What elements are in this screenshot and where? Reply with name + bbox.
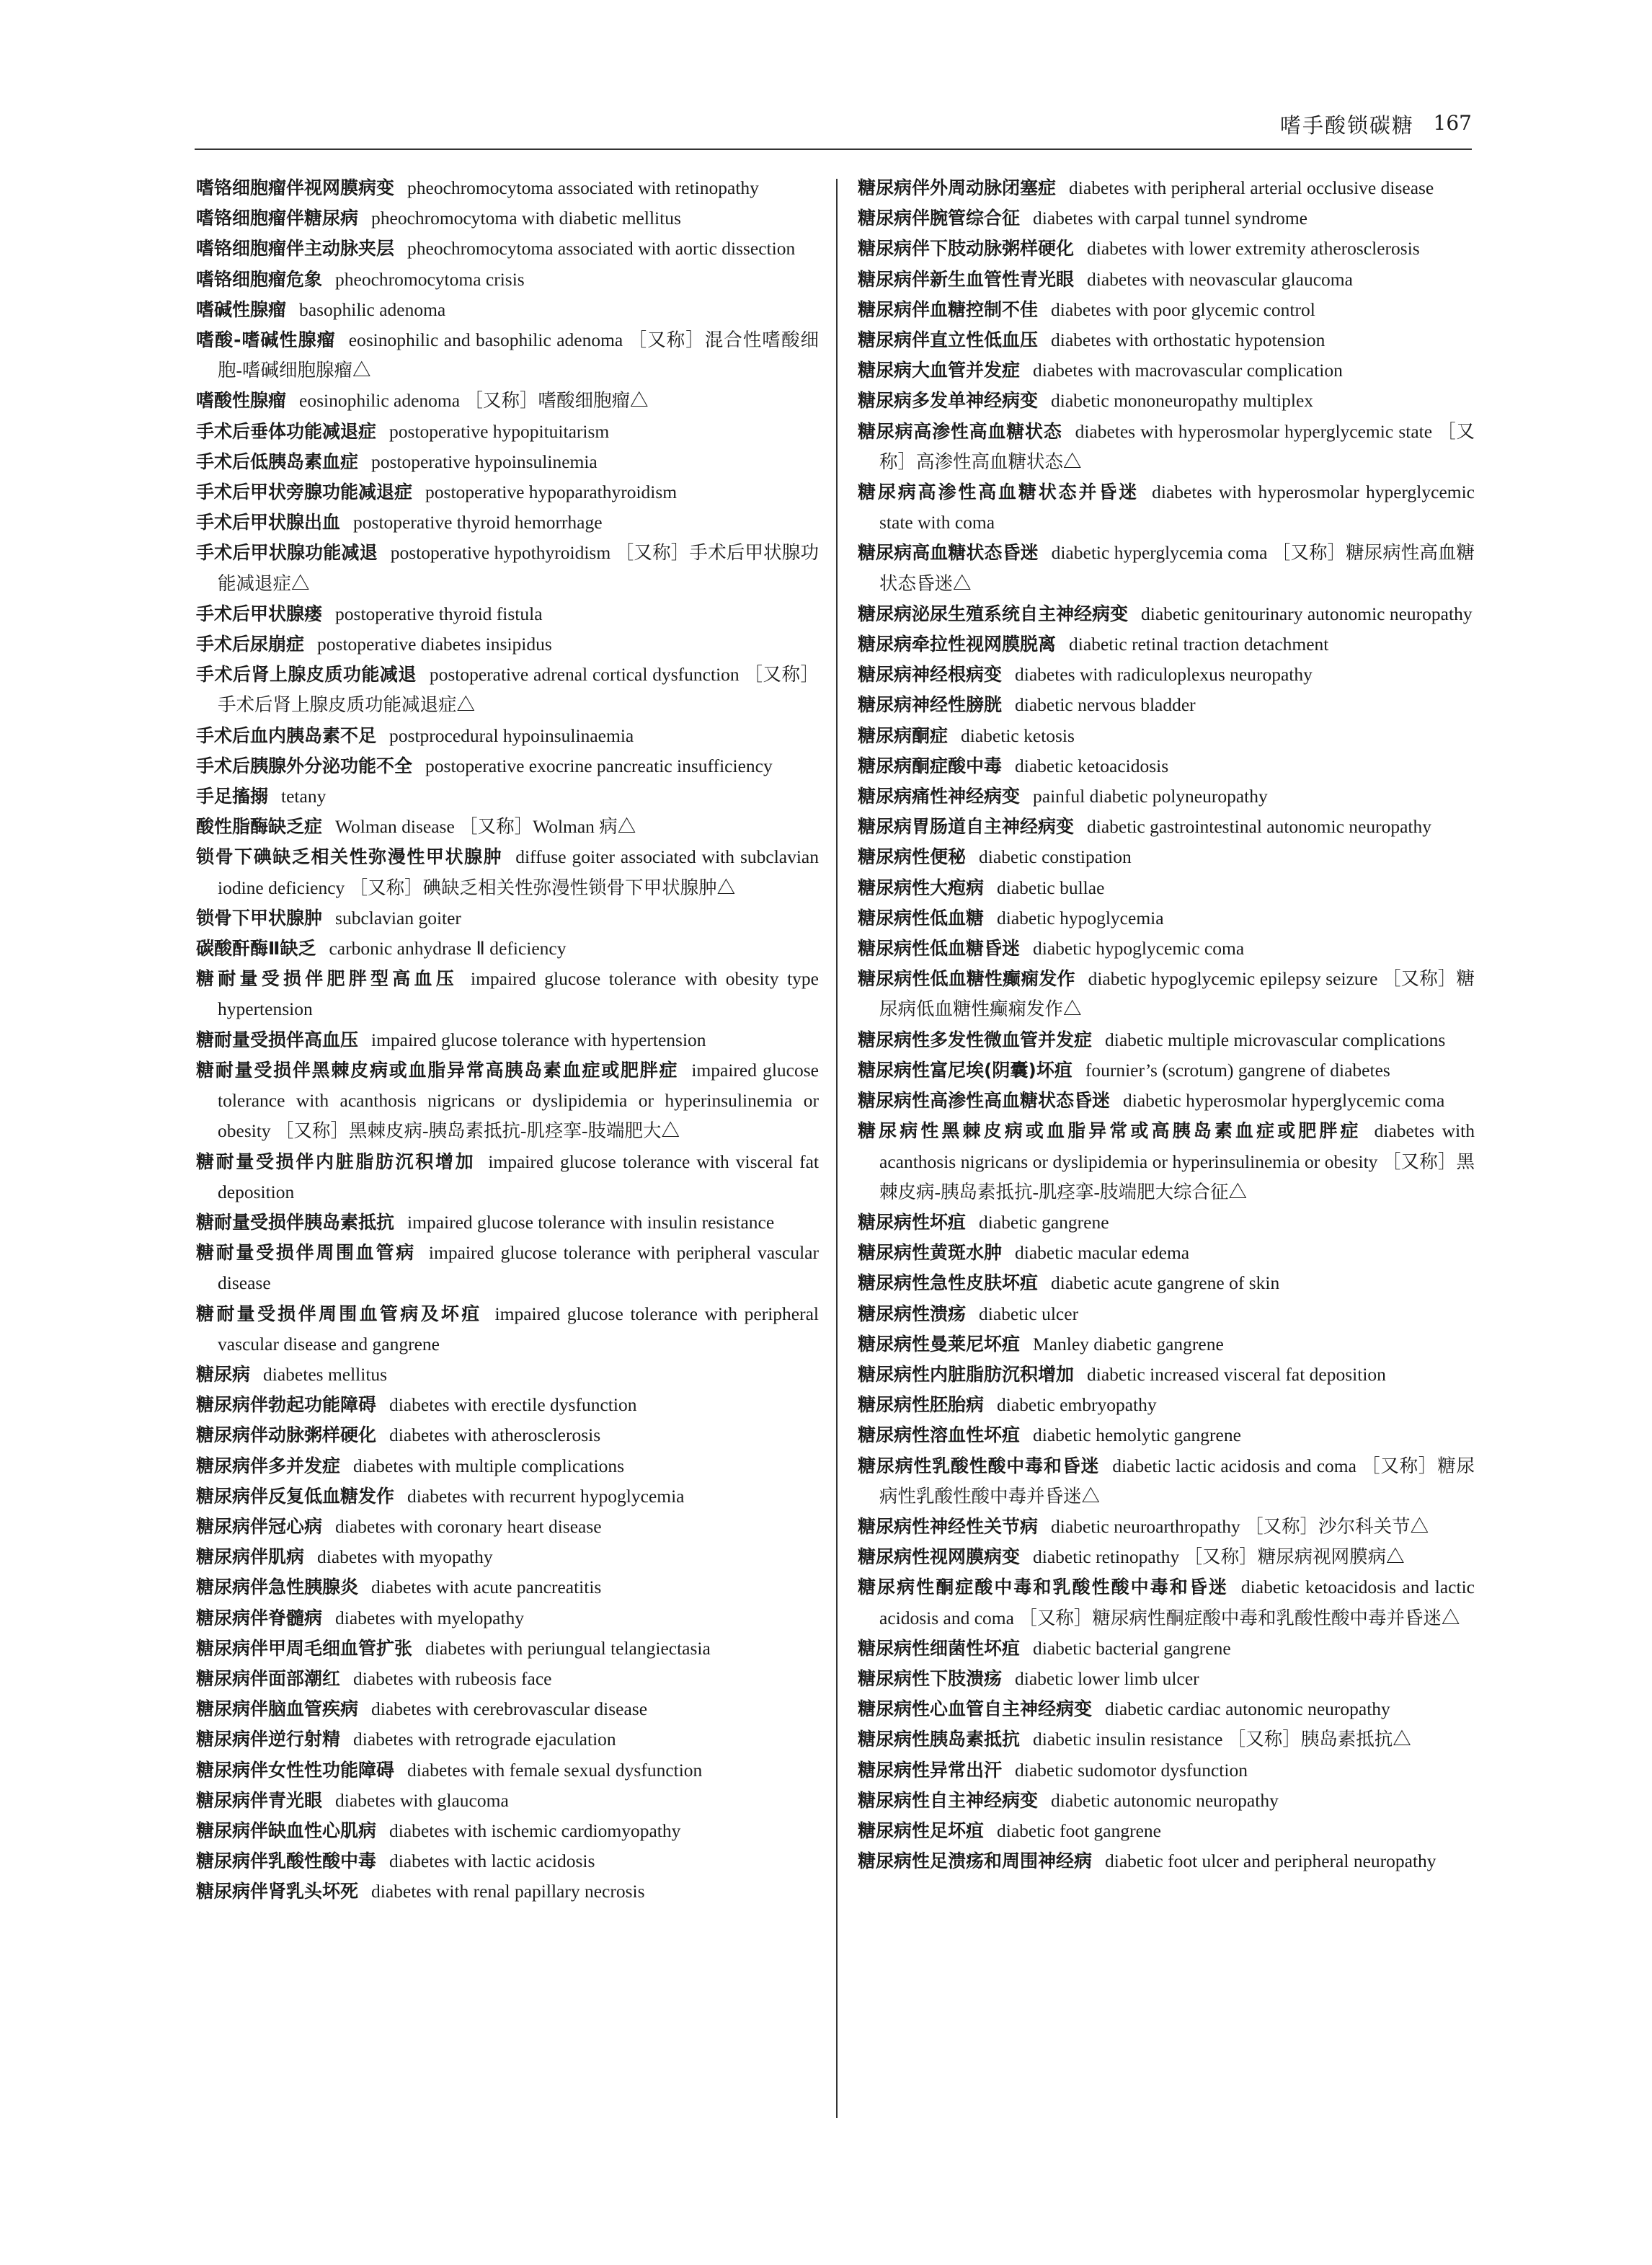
glossary-entry [196,447,819,477]
term-english: impaired glucose tolerance with hypertension [371,1029,706,1050]
term-english: diabetic hypoglycemia [997,907,1164,928]
glossary-entry [858,1755,1475,1786]
glossary-entry [858,1816,1475,1846]
term-chinese: 糖尿病痛性神经病变 [858,786,1021,807]
term-english: diabetic genitourinary autonomic neuropathy [1141,603,1473,624]
term-english: diabetes with myopathy [317,1546,493,1568]
term-english: diabetes with rubeosis face [353,1667,552,1689]
term-english: diabetic hyperglycemia coma ［又称］糖尿病性高血糖状态昏迷△ [879,542,1475,594]
term-chinese: 糖尿病性足溃疡和周围神经病 [858,1850,1093,1872]
term-chinese: 糖尿病性胰岛素抵抗 [858,1729,1021,1750]
glossary-entry [196,507,819,538]
term-chinese: 糖耐量受损伴高血压 [196,1029,359,1050]
glossary-entry [858,660,1475,690]
term-english: subclavian goiter [335,907,461,928]
term-chinese: 糖尿病伴青光眼 [196,1789,323,1811]
term-english: diabetes with multiple complications [353,1455,625,1476]
term-english: diabetic cardiac autonomic neuropathy [1105,1698,1390,1720]
glossary-entry [858,599,1475,629]
term-chinese: 糖尿病伴缺血性心肌病 [196,1819,377,1841]
glossary-entry [196,1512,819,1542]
term-chinese: 糖尿病性异常出汗 [858,1759,1003,1781]
term-chinese: 糖尿病性便秘 [858,846,967,868]
glossary-entry [858,1724,1475,1755]
glossary-entry [196,1420,819,1450]
page-number: 167 [1433,111,1472,135]
glossary-entry [196,538,819,598]
glossary-entry [196,1755,819,1786]
term-english: diabetic insulin resistance ［又称］胰岛素抵抗△ [1033,1729,1411,1750]
term-chinese: 嗜铬细胞瘤危象 [196,268,323,290]
term-english: impaired glucose tolerance with obesity type hypertension [218,968,819,1020]
term-english: diabetic lactic acidosis and coma ［又称］糖尿病性乳酸性酸中毒并昏迷△ [879,1455,1475,1507]
term-english: Wolman disease ［又称］Wolman 病△ [335,816,636,838]
glossary-entry [858,690,1475,720]
glossary-entry [858,1786,1475,1816]
glossary-entry [858,964,1475,1024]
term-chinese: 糖尿病伴脑血管疾病 [196,1698,359,1720]
term-english: impaired glucose tolerance with acanthosis nigricans or dyslipidemia or hyperinsulinemia or obesity ［又称］黑棘皮病-胰岛素抵抗-肌痉挛-肢端肥大△ [218,1059,819,1142]
term-english: diabetic hypoglycemic epilepsy seizure ［又称］糖尿病低血糖性癫痫发作△ [879,968,1475,1020]
term-chinese: 糖尿病伴血糖控制不佳 [858,298,1039,320]
glossary-entry [858,386,1475,416]
glossary-entry [196,325,819,386]
term-english: diabetes with glaucoma [335,1789,509,1811]
term-chinese: 糖尿病胃肠道自主神经病变 [858,816,1075,838]
glossary-entry [196,417,819,447]
term-english: postoperative hypoparathyroidism [425,482,678,503]
term-english: diabetic ketosis [961,724,1075,746]
term-chinese: 糖尿病 [196,1363,251,1385]
term-english: postoperative exocrine pancreatic insufficiency [425,755,773,776]
glossary-entry [196,1147,819,1207]
glossary-entry [196,1390,819,1420]
term-chinese: 锁骨下碘缺乏相关性弥漫性甲状腺肿 [196,846,503,868]
glossary-entry [196,173,819,203]
term-english: diabetes with hyperosmolar hyperglycemic state with coma [879,482,1475,533]
term-chinese: 糖尿病性低血糖昏迷 [858,938,1021,959]
glossary-entry [196,1846,819,1876]
term-chinese: 糖尿病伴急性胰腺炎 [196,1577,359,1598]
glossary-entry [196,781,819,812]
glossary-entry [858,812,1475,842]
glossary-entry [196,234,819,264]
glossary-entry [196,1816,819,1846]
glossary-entry [196,751,819,781]
term-chinese: 手术后垂体功能减退症 [196,420,377,442]
term-chinese: 糖尿病性曼莱尼坏疽 [858,1333,1021,1355]
term-chinese: 糖尿病性视网膜病变 [858,1546,1021,1568]
glossary-entry [858,1025,1475,1055]
glossary-entry [858,1390,1475,1420]
term-chinese: 糖尿病酮症酸中毒 [858,755,1003,776]
term-chinese: 糖尿病性下肢溃疡 [858,1667,1003,1689]
term-english: impaired glucose tolerance with insulin resistance [407,1211,775,1233]
term-english: diabetes with periungual telangiectasia [425,1637,711,1659]
glossary-entry [858,1664,1475,1694]
glossary-entry [858,1055,1475,1086]
term-chinese: 手术后血内胰岛素不足 [196,724,377,746]
glossary-entry [858,1329,1475,1360]
term-chinese: 嗜酸性腺瘤 [196,390,287,412]
glossary-entry [196,964,819,1024]
term-english: diabetes with myelopathy [335,1607,525,1628]
glossary-entry [196,1360,819,1390]
glossary-entry [858,1451,1475,1512]
term-english: diabetes with radiculoplexus neuropathy [1015,664,1313,686]
term-chinese: 手术后甲状腺瘘 [196,603,323,624]
glossary-entry [196,1025,819,1055]
glossary-entry [196,1572,819,1603]
glossary-entry [858,1238,1475,1268]
glossary-entry [858,629,1475,660]
glossary-entry [196,1299,819,1360]
term-chinese: 糖尿病泌尿生殖系统自主神经病变 [858,603,1129,624]
glossary-entry [858,1694,1475,1724]
term-chinese: 手术后低胰岛素血症 [196,451,359,472]
glossary-entry [196,629,819,660]
term-english: fournier’s (scrotum) gangrene of diabetes [1085,1059,1390,1081]
glossary-entry [858,1512,1475,1542]
glossary-entry [196,721,819,751]
term-chinese: 糖尿病伴冠心病 [196,1515,323,1537]
term-english: diabetes mellitus [263,1363,388,1385]
term-chinese: 糖尿病性低血糖性癫痫发作 [858,968,1075,990]
term-english: diabetes with macrovascular complication [1033,360,1343,381]
glossary-entry [858,173,1475,203]
term-english: diabetic gastrointestinal autonomic neuropathy [1087,816,1432,838]
term-english: diabetic hypoglycemic coma [1033,938,1245,959]
glossary-entry [196,1876,819,1907]
term-english: diabetic bacterial gangrene [1033,1637,1231,1659]
term-chinese: 糖尿病性神经性关节病 [858,1515,1039,1537]
term-english: diabetes with hyperosmolar hyperglycemic state ［又称］高渗性高血糖状态△ [879,420,1475,472]
term-chinese: 嗜碱性腺瘤 [196,298,287,320]
term-english: diabetic constipation [979,846,1132,868]
term-english: diabetes with peripheral arterial occlusive disease [1069,177,1434,198]
glossary-entry [196,1694,819,1724]
term-english: postoperative diabetes insipidus [317,634,552,655]
glossary-entry [858,1846,1475,1876]
term-english: diabetic neuroarthropathy ［又称］沙尔科关节△ [1051,1515,1429,1537]
term-chinese: 酸性脂酶缺乏症 [196,816,323,838]
glossary-entry [858,1299,1475,1329]
term-english: tetany [281,786,327,807]
term-chinese: 糖尿病性急性皮肤坏疽 [858,1272,1039,1294]
term-chinese: 嗜铬细胞瘤伴糖尿病 [196,208,359,229]
term-english: postoperative thyroid fistula [335,603,543,624]
glossary-entry [858,538,1475,598]
term-english: diabetic bullae [997,877,1105,898]
term-chinese: 糖尿病性大疱病 [858,877,985,898]
term-english: diabetic increased visceral fat deposition [1087,1363,1386,1385]
term-english: eosinophilic adenoma ［又称］嗜酸细胞瘤△ [299,390,649,412]
glossary-entry [196,1451,819,1481]
glossary-entry [858,477,1475,538]
term-chinese: 手术后甲状腺功能减退 [196,542,378,564]
term-chinese: 锁骨下甲状腺肿 [196,907,323,928]
glossary-entry [858,1116,1475,1207]
glossary-entry [858,1634,1475,1664]
term-chinese: 糖尿病伴动脉粥样硬化 [196,1424,377,1446]
glossary-entry [196,386,819,416]
term-chinese: 嗜铬细胞瘤伴视网膜病变 [196,177,395,198]
glossary-entry [858,934,1475,964]
glossary-entry [196,660,819,720]
term-english: diabetic sudomotor dysfunction [1015,1759,1248,1781]
term-chinese: 糖尿病伴外周动脉闭塞症 [858,177,1057,198]
term-chinese: 糖尿病伴直立性低血压 [858,329,1039,351]
term-english: postoperative adrenal cortical dysfunction ［又称］手术后肾上腺皮质功能减退症△ [218,664,819,716]
glossary-entry [858,751,1475,781]
glossary-entry [858,781,1475,812]
term-english: diabetic embryopathy [997,1394,1157,1416]
term-chinese: 碳酸酐酶Ⅱ缺乏 [196,938,316,959]
term-english: impaired glucose tolerance with peripheral vascular disease [218,1242,819,1294]
term-chinese: 糖尿病性低血糖 [858,907,985,928]
term-chinese: 糖尿病伴肾乳头坏死 [196,1881,359,1902]
term-english: diabetic autonomic neuropathy [1051,1789,1279,1811]
glossary-entry [196,1207,819,1238]
glossary-entry [196,812,819,842]
glossary-entry [196,934,819,964]
glossary-entry [196,203,819,234]
term-english: diabetes with recurrent hypoglycemia [407,1485,685,1507]
term-english: impaired glucose tolerance with visceral fat deposition [218,1151,819,1202]
term-english: diabetes with neovascular glaucoma [1087,268,1353,290]
term-english: diabetes with coronary heart disease [335,1515,602,1537]
term-english: diabetic ketoacidosis [1015,755,1169,776]
term-english: postoperative hypothyroidism ［又称］手术后甲状腺功能减退症△ [218,542,819,594]
term-chinese: 糖耐量受损伴黑棘皮病或血脂异常高胰岛素血症或肥胖症 [196,1059,679,1081]
glossary-entry [858,417,1475,477]
term-english: diabetic acute gangrene of skin [1051,1272,1280,1294]
term-english: diabetes with renal papillary necrosis [371,1881,645,1902]
glossary-entry [858,325,1475,355]
term-chinese: 糖尿病伴甲周毛细血管扩张 [196,1637,413,1659]
term-english: carbonic anhydrase Ⅱ deficiency [329,938,567,959]
term-english: diabetic retinopathy ［又称］糖尿病视网膜病△ [1033,1546,1405,1568]
term-chinese: 糖尿病性多发性微血管并发症 [858,1029,1093,1050]
term-english: postoperative hypopituitarism [389,420,610,442]
glossary-entry [196,842,819,903]
term-english: diabetic hemolytic gangrene [1033,1424,1241,1446]
glossary-entry [858,1360,1475,1390]
glossary-entry [858,1572,1475,1633]
term-english: diabetes with erectile dysfunction [389,1394,637,1416]
glossary-entry [858,1207,1475,1238]
term-chinese: 糖尿病性坏疽 [858,1211,967,1233]
term-english: diabetes with retrograde ejaculation [353,1729,616,1750]
glossary-entry [858,234,1475,264]
term-chinese: 糖尿病性高渗性高血糖状态昏迷 [858,1090,1111,1112]
term-english: diabetic macular edema [1015,1242,1190,1264]
term-chinese: 糖尿病酮症 [858,724,949,746]
glossary-entry [196,1664,819,1694]
glossary-entry [196,1724,819,1755]
running-title: 嗜手酸锁碳糖 [1279,113,1414,138]
term-english: diffuse goiter associated with subclavian iodine deficiency ［又称］碘缺乏相关性弥漫性锁骨下甲状腺肿△ [218,846,819,898]
glossary-entry [858,1420,1475,1450]
term-english: diabetic lower limb ulcer [1015,1667,1199,1689]
glossary-entry [858,903,1475,934]
term-english: postoperative thyroid hemorrhage [353,512,603,533]
term-english: Manley diabetic gangrene [1033,1333,1224,1355]
term-chinese: 糖尿病伴下肢动脉粥样硬化 [858,238,1075,260]
term-chinese: 糖尿病神经根病变 [858,664,1003,686]
term-chinese: 手术后尿崩症 [196,634,305,655]
glossary-entry [196,1542,819,1572]
term-chinese: 糖尿病伴反复低血糖发作 [196,1485,395,1507]
term-chinese: 糖尿病伴多并发症 [196,1455,341,1476]
term-english: diabetic hyperosmolar hyperglycemic coma [1123,1090,1445,1112]
term-english: pheochromocytoma associated with retinopathy [407,177,759,198]
glossary-entry [858,1268,1475,1298]
column-divider [836,179,838,2118]
term-english: postprocedural hypoinsulinaemia [389,724,634,746]
term-english: diabetes with orthostatic hypotension [1051,329,1325,351]
term-english: diabetic foot gangrene [997,1819,1161,1841]
glossary-entry [858,265,1475,295]
term-chinese: 糖尿病多发单神经病变 [858,390,1039,412]
term-chinese: 糖尿病伴逆行射精 [196,1729,341,1750]
term-english: eosinophilic and basophilic adenoma ［又称］混合性嗜酸细胞-嗜碱细胞腺瘤△ [218,329,819,381]
term-chinese: 糖尿病伴女性性功能障碍 [196,1759,395,1781]
term-english: diabetic ulcer [979,1303,1079,1324]
term-chinese: 手术后甲状旁腺功能减退症 [196,482,413,503]
term-chinese: 糖尿病性黄斑水肿 [858,1242,1003,1264]
term-english: diabetic nervous bladder [1015,694,1196,716]
term-english: diabetic foot ulcer and peripheral neuropathy [1105,1850,1436,1872]
term-chinese: 糖尿病伴肌病 [196,1546,305,1568]
term-chinese: 嗜铬细胞瘤伴主动脉夹层 [196,238,395,260]
term-chinese: 糖尿病伴面部潮红 [196,1667,341,1689]
glossary-entry [858,873,1475,903]
term-english: postoperative hypoinsulinemia [371,451,598,472]
term-chinese: 糖尿病性自主神经病变 [858,1789,1039,1811]
term-chinese: 糖尿病伴新生血管性青光眼 [858,268,1075,290]
term-english: diabetic ketoacidosis and lactic acidosis and coma ［又称］糖尿病性酮症酸中毒和乳酸性酸中毒并昏迷△ [879,1577,1475,1628]
term-chinese: 糖尿病伴乳酸性酸中毒 [196,1850,377,1872]
glossary-entry [196,1238,819,1298]
term-english: pheochromocytoma with diabetic mellitus [371,208,681,229]
term-english: diabetes with lactic acidosis [389,1850,595,1872]
term-english: pheochromocytoma associated with aortic dissection [407,238,796,260]
glossary-entry [858,355,1475,386]
glossary-entry [196,1481,819,1512]
term-chinese: 糖尿病神经性膀胱 [858,694,1003,716]
glossary-entry [196,1634,819,1664]
term-chinese: 糖尿病牵拉性视网膜脱离 [858,634,1057,655]
term-english: basophilic adenoma [299,298,446,320]
term-chinese: 糖耐量受损伴胰岛素抵抗 [196,1211,395,1233]
term-english: diabetes with carpal tunnel syndrome [1033,208,1307,229]
glossary-entry [858,203,1475,234]
term-chinese: 糖尿病性酮症酸中毒和乳酸性酸中毒和昏迷 [858,1577,1228,1598]
right-column [858,173,1475,1876]
page-header [195,108,1472,150]
term-chinese: 糖尿病高渗性高血糖状态并昏迷 [858,482,1140,503]
left-column [196,173,819,1907]
term-english: diabetic retinal traction detachment [1069,634,1329,655]
term-english: diabetic mononeuropathy multiplex [1051,390,1314,412]
glossary-entry [858,842,1475,872]
term-chinese: 糖尿病性足坏疽 [858,1819,985,1841]
glossary-entry [858,721,1475,751]
glossary-entry [196,295,819,325]
glossary-entry [858,295,1475,325]
term-chinese: 糖耐量受损伴周围血管病 [196,1242,416,1264]
term-english: pheochromocytoma crisis [335,268,525,290]
term-english: diabetes with female sexual dysfunction [407,1759,703,1781]
term-chinese: 糖尿病性溶血性坏疽 [858,1424,1021,1446]
term-chinese: 糖尿病性黑棘皮病或血脂异常或高胰岛素血症或肥胖症 [858,1120,1362,1142]
glossary-entry [196,903,819,934]
term-chinese: 糖尿病伴脊髓病 [196,1607,323,1628]
glossary-entry [196,1603,819,1634]
glossary-entry [196,1055,819,1147]
term-english: diabetes with ischemic cardiomyopathy [389,1819,681,1841]
term-chinese: 手术后肾上腺皮质功能减退 [196,664,417,686]
term-english: diabetic multiple microvascular complications [1105,1029,1446,1050]
term-english: diabetic gangrene [979,1211,1109,1233]
glossary-entry [196,599,819,629]
term-english: impaired glucose tolerance with peripheral vascular disease and gangrene [218,1303,819,1355]
glossary-entry [858,1086,1475,1116]
term-chinese: 糖耐量受损伴内脏脂肪沉积增加 [196,1151,476,1172]
term-chinese: 糖尿病性心血管自主神经病变 [858,1698,1093,1720]
term-english: diabetes with lower extremity atherosclerosis [1087,238,1420,260]
glossary-entry [196,477,819,507]
term-english: diabetes with cerebrovascular disease [371,1698,648,1720]
term-chinese: 糖尿病性胚胎病 [858,1394,985,1416]
term-chinese: 糖尿病高渗性高血糖状态 [858,420,1062,442]
term-english: diabetes with atherosclerosis [389,1424,601,1446]
term-chinese: 糖尿病性细菌性坏疽 [858,1637,1021,1659]
term-chinese: 糖尿病性富尼埃(阴囊)坏疽 [858,1059,1073,1081]
term-chinese: 糖尿病伴腕管综合征 [858,208,1021,229]
term-chinese: 糖尿病性内脏脂肪沉积增加 [858,1363,1075,1385]
glossary-entry [196,1786,819,1816]
term-chinese: 糖尿病伴勃起功能障碍 [196,1394,377,1416]
term-english: diabetes with poor glycemic control [1051,298,1315,320]
term-chinese: 手术后胰腺外分泌功能不全 [196,755,413,776]
term-chinese: 手足搐搦 [196,786,269,807]
term-chinese: 糖尿病高血糖状态昏迷 [858,542,1039,564]
term-english: diabetes with acanthosis nigricans or dyslipidemia or hyperinsulinemia or obesity ［又称］黑棘皮病-胰岛素抵抗-肌痉挛-肢端肥大综合征△ [879,1120,1475,1202]
glossary-entry [858,1542,1475,1572]
term-chinese: 糖尿病性乳酸性酸中毒和昏迷 [858,1455,1100,1476]
term-chinese: 手术后甲状腺出血 [196,512,341,533]
glossary-entry [196,265,819,295]
term-chinese: 糖尿病性溃疡 [858,1303,967,1324]
term-chinese: 糖耐量受损伴周围血管病及坏疽 [196,1303,482,1324]
term-chinese: 糖尿病大血管并发症 [858,360,1021,381]
term-english: painful diabetic polyneuropathy [1033,786,1268,807]
term-chinese: 嗜酸-嗜碱性腺瘤 [196,329,336,351]
term-english: diabetes with acute pancreatitis [371,1577,602,1598]
term-chinese: 糖耐量受损伴肥胖型高血压 [196,968,458,990]
